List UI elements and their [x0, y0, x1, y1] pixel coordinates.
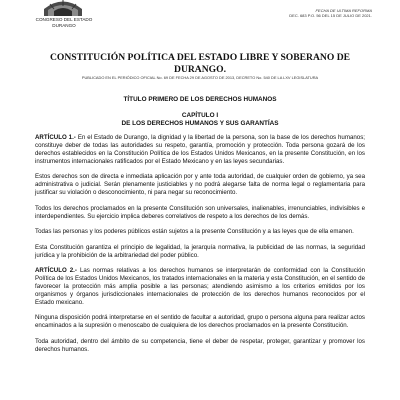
- article-number: ARTÍCULO 1.-: [35, 134, 76, 141]
- publication-note: PUBLICADO EN EL PERIÓDICO OFICIAL No. 69 DE FECHA 29 DE AGOSTO DE 2013, DECRETO No. 540 DE LA LXV LEGISLATURA: [81, 75, 319, 80]
- state-seal-icon: [40, 0, 86, 16]
- paragraph: [35, 314, 365, 330]
- document-title: [20, 52, 380, 76]
- congress-name: [28, 17, 100, 28]
- chapter-number: CAPÍTULO I: [181, 112, 219, 119]
- chapter-heading: [20, 112, 380, 128]
- last-reform-info: [289, 8, 372, 18]
- paragraph-text: Todos los derechos proclamados en la presente Constitución son universales, inalienables, irrenunciables, indivisibles e interdependientes. Su ejercicio implica deberes correlativos de respeto a los derechos de los demás.: [35, 204, 365, 220]
- section-title: TÍTULO PRIMERO DE LOS DERECHOS HUMANOS: [123, 96, 277, 103]
- chapter-title: DE LOS DERECHOS HUMANOS Y SUS GARANTÍAS: [121, 120, 279, 127]
- paragraph-text: En el Estado de Durango, la dignidad y la libertad de la persona, son la base de los derechos humanos; constituye deber de todas las autoridades su respeto, garantía, promoción y protección. Toda persona gozará de los derechos establecidos en la Constitución Política de los Estados Unidos Mexicanos, en la presente Constitución, en los instrumentos internacionales ratificados por el Estado Mexicano y en las leyes secundarias.: [35, 134, 365, 165]
- paragraph: [35, 205, 365, 221]
- paragraph-text: Toda autoridad, dentro del ámbito de su competencia, tiene el deber de respetar, proteger, garantizar y promover los derechos humanos.: [35, 337, 365, 353]
- paragraph: [35, 244, 365, 260]
- paragraph-text: Todas las personas y los poderes públicos están sujetos a la presente Constitución y a las leyes que de ella emanen.: [35, 228, 354, 236]
- paragraph: [35, 338, 365, 354]
- paragraph: [35, 267, 365, 307]
- congress-line-2: DURANGO: [52, 22, 76, 28]
- paragraph-text: Esta Constitución garantiza el principio de legalidad, la jerarquía normativa, la publicidad de las normas, la seguridad jurídica y la prohibición de la arbitrariedad del poder público.: [35, 243, 365, 259]
- paragraph: [35, 228, 365, 236]
- congress-line-1: CONGRESO DEL ESTADO: [35, 17, 93, 22]
- paragraph: [35, 173, 365, 197]
- title-line-1: CONSTITUCIÓN POLÍTICA DEL ESTADO LIBRE Y SOBERANO DE: [49, 52, 351, 63]
- paragraph-text: Las normas relativas a los derechos humanos se interpretarán de conformidad con la Constitución Política de los Estados Unidos Mexicanos, los tratados internacionales en la materia y esta Constitución, en el sentido de favorecer la protección más amplia posible a las personas; atendiendo asimismo a los criterios emitidos por los organismos y órganos jurisdiccionales internacionales de protección de los derechos humanos reconocidos por el Estado mexicano.: [35, 266, 365, 306]
- document-body: [35, 134, 365, 361]
- reform-label: FECHA DE ULTIMA REFORMA: [315, 8, 372, 13]
- paragraph-text: Estos derechos son de directa e inmediata aplicación por y ante toda autoridad, de cualquier orden de gobierno, ya sea administrativa o judicial. Serán plenamente justiciables y no podrá alegarse falta de norma legal o reglamentaria para justificar su violación o desconocimiento, ni para negar su reconocimiento.: [35, 173, 365, 197]
- reform-date: DEC. 683 P.O. 56 DEL 15 DE JULIO DE 2021.: [289, 13, 372, 18]
- paragraph: [35, 134, 365, 166]
- paragraph-text: Ninguna disposición podrá interpretarse en el sentido de facultar a autoridad, grupo o persona alguna para realizar actos encaminados a la supresión o menoscabo de cualquiera de los derechos proclamados en la presente Constitución.: [35, 314, 365, 330]
- title-line-2: DURANGO.: [174, 64, 226, 75]
- article-number: ARTÍCULO 2.-: [35, 266, 77, 274]
